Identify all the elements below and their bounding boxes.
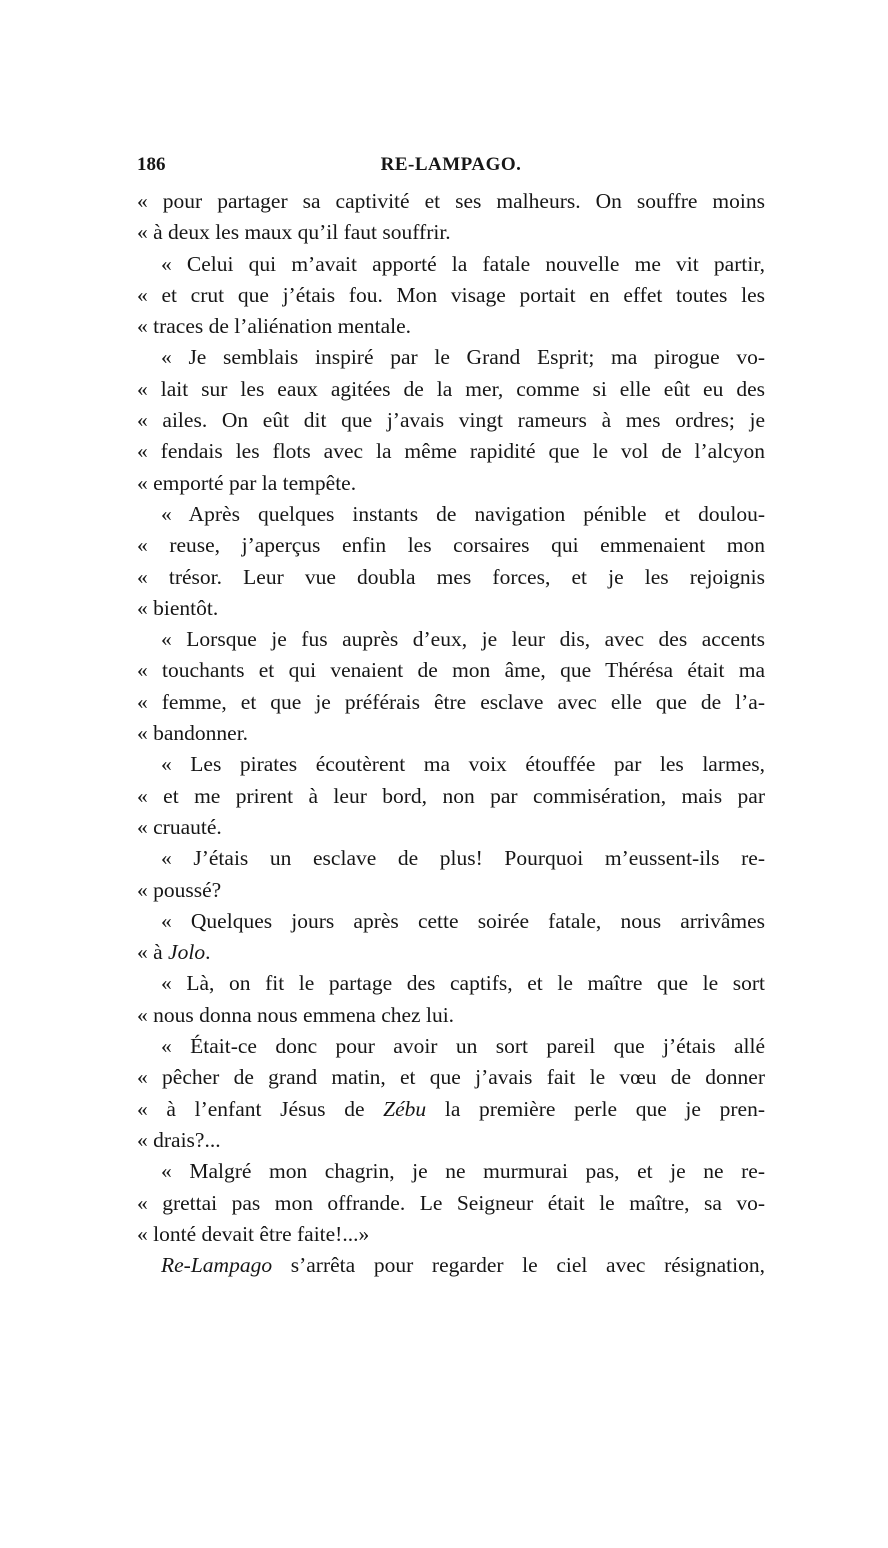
text-line: [137, 374, 765, 405]
text-segment: « nous donna nous emmena chez lui.: [137, 1002, 455, 1027]
text-segment: « Lorsque je fus auprès d’eux, je leur dis, avec des accents: [161, 627, 765, 652]
text-line: [137, 280, 765, 311]
text-segment: « trésor. Leur vue doubla mes forces, et je les rejoignis: [137, 564, 765, 589]
text-line: [137, 186, 765, 217]
italic-text: Zébu: [383, 1096, 427, 1121]
text-line: [137, 1125, 765, 1156]
text-line: [137, 593, 765, 624]
text-line: [137, 249, 765, 280]
text-segment: « reuse, j’aperçus enfin les corsaires qui emmenaient mon: [137, 533, 765, 558]
text-line: [137, 1219, 765, 1250]
text-line: [137, 468, 765, 499]
italic-text: Jolo: [168, 940, 206, 965]
text-line: [137, 1000, 765, 1031]
text-segment: « grettai pas mon offrande. Le Seigneur était le maître, sa vo-: [137, 1190, 765, 1215]
text-segment: « traces de l’aliénation mentale.: [137, 314, 411, 339]
text-segment: « à l’enfant Jésus de: [137, 1096, 384, 1121]
text-segment: « Les pirates écoutèrent ma voix étouffée par les larmes,: [161, 752, 765, 777]
text-segment: « Je semblais inspiré par le Grand Esprit; ma pirogue vo-: [161, 345, 765, 370]
text-segment: « pêcher de grand matin, et que j’avais fait le vœu de donner: [137, 1065, 765, 1090]
text-segment: « lonté devait être faite!...»: [137, 1221, 370, 1246]
text-line: [137, 562, 765, 593]
text-segment: « Celui qui m’avait apporté la fatale nouvelle me vit partir,: [161, 251, 765, 276]
text-line: [137, 687, 765, 718]
text-segment: « et me prirent à leur bord, non par commisération, mais par: [137, 783, 765, 808]
text-line: [137, 405, 765, 436]
italic-text: Re-Lampago: [161, 1253, 273, 1278]
text-line: [137, 843, 765, 874]
text-segment: « J’étais un esclave de plus! Pourquoi m’eussent-ils re-: [161, 846, 765, 871]
text-segment: « bientôt.: [137, 595, 219, 620]
text-line: [137, 749, 765, 780]
text-line: [137, 342, 765, 373]
text-segment: « drais?...: [137, 1127, 221, 1152]
text-segment: « et crut que j’étais fou. Mon visage portait en effet toutes les: [137, 282, 765, 307]
text-line: [137, 624, 765, 655]
text-line: [137, 968, 765, 999]
text-segment: la première perle que je pren-: [426, 1096, 765, 1121]
text-segment: « touchants et qui venaient de mon âme, que Thérésa était ma: [137, 658, 765, 683]
text-line: [137, 530, 765, 561]
text-segment: « cruauté.: [137, 814, 222, 839]
text-segment: « Après quelques instants de navigation pénible et doulou-: [161, 501, 765, 526]
text-line: [137, 1188, 765, 1219]
page-number: 186: [137, 154, 166, 175]
text-line: [137, 781, 765, 812]
text-segment: « à deux les maux qu’il faut souffrir.: [137, 220, 451, 245]
text-segment: « femme, et que je préférais être esclave avec elle que de l’a-: [137, 689, 765, 714]
text-segment: « Était-ce donc pour avoir un sort pareil que j’étais allé: [161, 1034, 765, 1059]
text-segment: « fendais les flots avec la même rapidité que le vol de l’alcyon: [137, 439, 765, 464]
text-segment: « Quelques jours après cette soirée fatale, nous arrivâmes: [161, 908, 765, 933]
text-line: [137, 1062, 765, 1093]
text-line: [137, 1094, 765, 1125]
text-line: [137, 1031, 765, 1062]
text-segment: « Là, on fit le partage des captifs, et le maître que le sort: [161, 971, 765, 996]
text-segment: « poussé?: [137, 877, 222, 902]
text-line: [137, 1156, 765, 1187]
text-segment: « bandonner.: [137, 721, 249, 746]
body-text: [137, 186, 765, 1281]
text-line: [137, 906, 765, 937]
text-line: [137, 436, 765, 467]
text-segment: « ailes. On eût dit que j’avais vingt rameurs à mes ordres; je: [137, 408, 765, 433]
text-line: [137, 937, 765, 968]
text-segment: « emporté par la tempête.: [137, 470, 357, 495]
text-segment: s’arrêta pour regarder le ciel avec résignation,: [272, 1253, 765, 1278]
text-line: [137, 217, 765, 248]
text-line: [137, 1250, 765, 1281]
text-line: [137, 655, 765, 686]
text-line: [137, 311, 765, 342]
text-segment: « à: [137, 940, 169, 965]
text-segment: « pour partager sa captivité et ses malheurs. On souffre moins: [137, 189, 765, 213]
page-header: [137, 154, 765, 182]
text-line: [137, 875, 765, 906]
text-line: [137, 718, 765, 749]
running-title: RE-LAMPAGO.: [380, 154, 522, 175]
text-line: [137, 812, 765, 843]
text-segment: « lait sur les eaux agitées de la mer, comme si elle eût eu des: [137, 376, 765, 401]
text-line: [137, 499, 765, 530]
text-segment: .: [205, 940, 211, 965]
text-segment: « Malgré mon chagrin, je ne murmurai pas, et je ne re-: [161, 1159, 765, 1184]
